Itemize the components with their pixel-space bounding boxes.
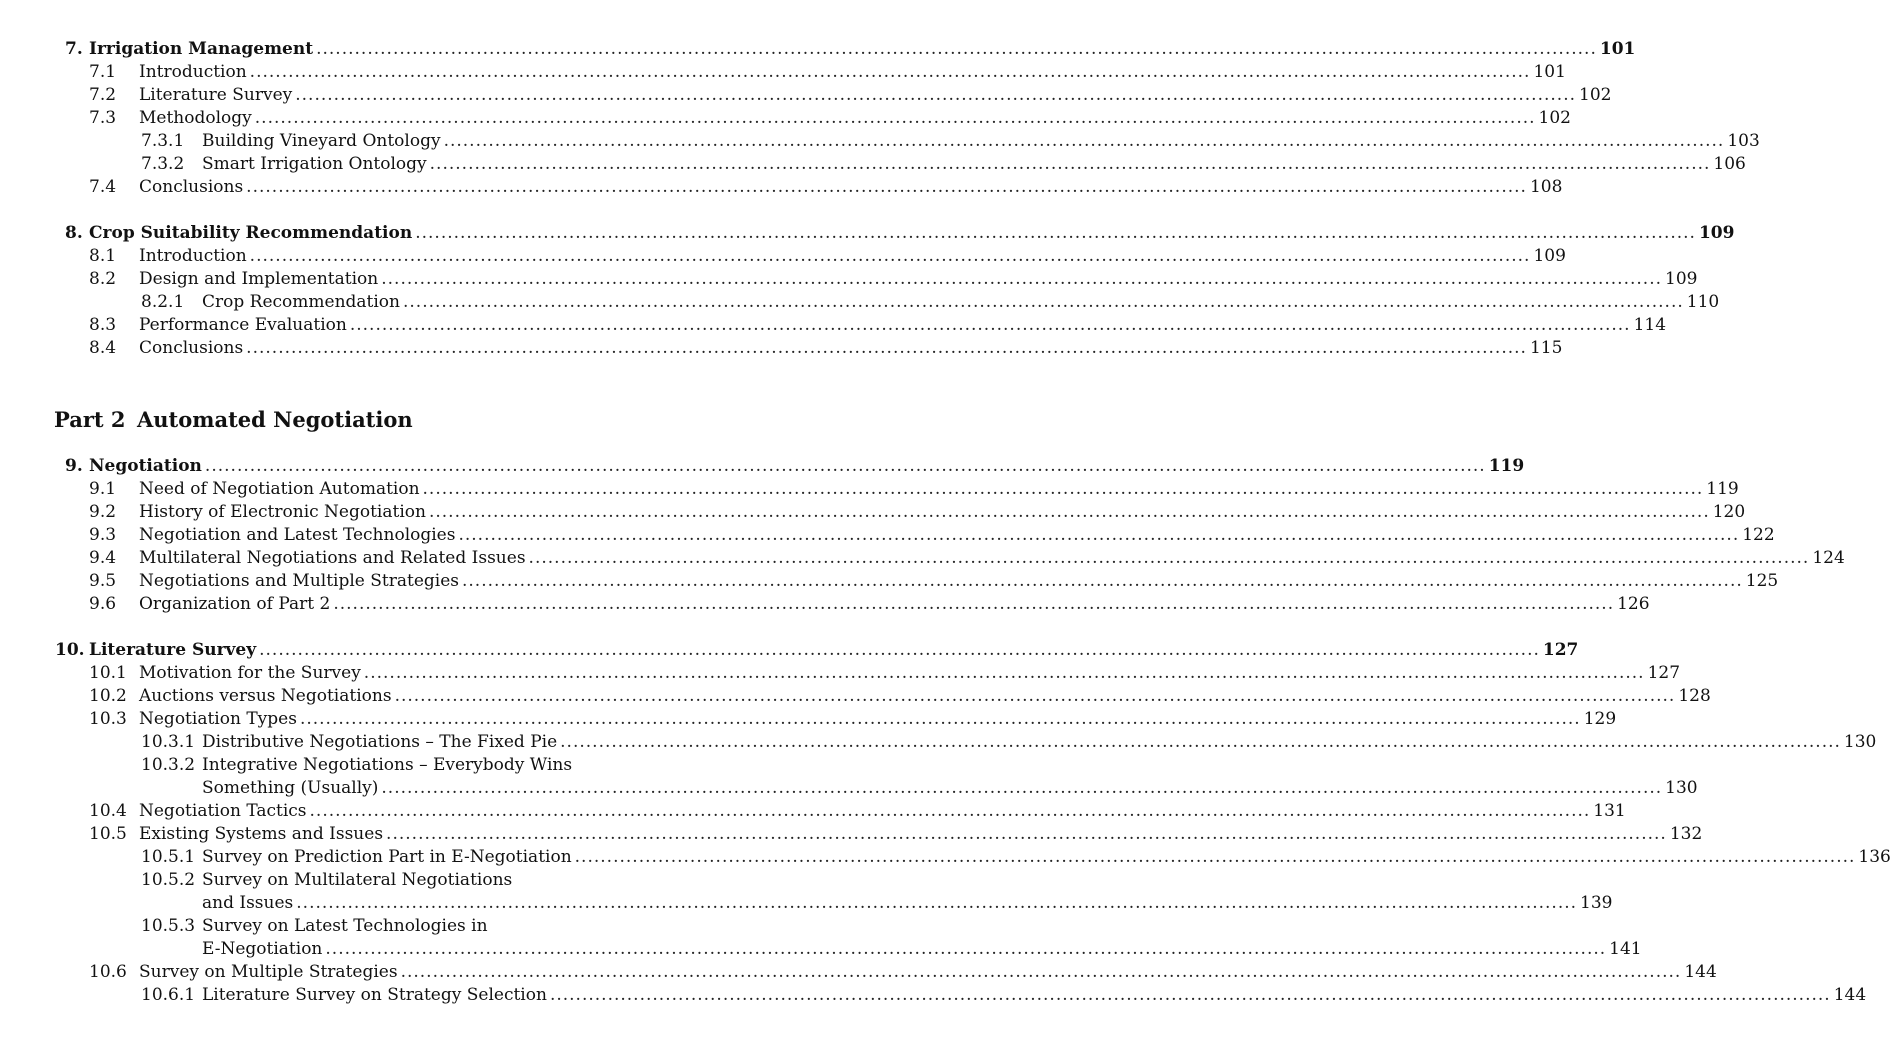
- toc-entry-title: Motivation for the Survey: [139, 663, 361, 683]
- toc-entry-number: 8.4: [89, 338, 117, 358]
- toc-entry-number: 7.3: [89, 108, 117, 128]
- toc-entry-title: Negotiation Tactics: [139, 801, 307, 821]
- toc-entry-number: 7.2: [89, 85, 117, 105]
- toc-entry-title-line: [89, 639, 1579, 662]
- toc-entry-number: 8.1: [89, 246, 117, 266]
- toc-entry-number: 7.3.1: [141, 131, 185, 151]
- dot-leader: ........................................................................................................................................................................................................: [415, 223, 1696, 243]
- toc-entry-title-line: [202, 291, 1720, 314]
- dot-leader: ........................................................................................................................................................................................................: [249, 246, 1531, 266]
- toc-entry-title: E-Negotiation: [202, 939, 323, 959]
- dot-leader: ........................................................................................................................................................................................................: [400, 962, 1682, 982]
- toc-entry-page: 124: [1812, 548, 1845, 568]
- dot-leader: ........................................................................................................................................................................................................: [325, 939, 1607, 959]
- toc-entry: [0, 777, 1698, 800]
- toc-entry: [0, 915, 760, 938]
- toc-entry-title-line: [139, 314, 1667, 337]
- toc-entry-title: Building Vineyard Ontology: [202, 131, 441, 151]
- toc-entry: [0, 823, 1703, 846]
- toc-entry-title-line: [139, 176, 1563, 199]
- toc-entry-title-line: [139, 593, 1650, 616]
- toc-entry-title: Introduction: [139, 246, 247, 266]
- toc-entry: [0, 61, 1566, 84]
- toc-entry-title: Performance Evaluation: [139, 315, 347, 335]
- toc-entry: [0, 754, 760, 777]
- toc-entry-page: 129: [1583, 709, 1617, 729]
- toc-entry-title-line: [139, 501, 1746, 524]
- toc-entry: [0, 84, 1612, 107]
- toc-entry-page: 139: [1580, 893, 1613, 913]
- toc-entry-number: 10.4: [89, 801, 127, 821]
- toc-entry-title-line: [139, 961, 1717, 984]
- toc-entry-number: 9.2: [89, 502, 117, 522]
- toc-entry-title-line: [89, 222, 1735, 245]
- toc-entry-number: 8.2: [89, 269, 117, 289]
- toc-entry-title: Introduction: [139, 62, 247, 82]
- toc-entry-number: 10.3: [89, 709, 127, 729]
- toc-entry-page: 108: [1529, 177, 1563, 197]
- toc-entry: [0, 547, 1845, 570]
- toc-entry: [0, 107, 1571, 130]
- dot-leader: ........................................................................................................................................................................................................: [443, 131, 1725, 151]
- toc-entry-title-line: [202, 731, 1877, 754]
- toc-entry: [0, 337, 1563, 360]
- toc-entry-title-line: [139, 245, 1566, 268]
- dot-leader: ........................................................................................................................................................................................................: [394, 686, 1676, 706]
- toc-entry-page: 127: [1542, 640, 1579, 660]
- dot-leader: ........................................................................................................................................................................................................: [349, 315, 1631, 335]
- toc-entry-page: 109: [1698, 223, 1735, 243]
- toc-entry-number: 10.5.1: [141, 847, 196, 867]
- toc-entry-title-line: [202, 984, 1867, 1007]
- toc-entry-title: Integrative Negotiations – Everybody Wins: [202, 755, 573, 775]
- toc-entry-title: Organization of Part 2: [139, 594, 331, 614]
- toc-entry-page: 102: [1538, 108, 1571, 128]
- toc-entry-page: 125: [1745, 571, 1779, 591]
- toc-entry-title: Survey on Multilateral Negotiations: [202, 870, 513, 890]
- toc-entry-page: 122: [1742, 525, 1775, 545]
- toc-entry-title-line: [202, 915, 697, 938]
- toc-entry: [0, 961, 1717, 984]
- toc-entry-title: Literature Survey on Strategy Selection: [202, 985, 547, 1005]
- toc-entry-number: 7.: [65, 39, 83, 59]
- toc-entry: [0, 314, 1667, 337]
- toc-entry-page: 144: [1833, 985, 1867, 1005]
- toc-entry-number: 8.2.1: [141, 292, 185, 312]
- toc-entry-title-line: [202, 938, 1642, 961]
- toc-entry-title: Something (Usually): [202, 778, 379, 798]
- toc-entry-page: 114: [1633, 315, 1667, 335]
- dot-leader: ........................................................................................................................................................................................................: [246, 338, 1527, 358]
- dot-leader: ........................................................................................................................................................................................................: [204, 456, 1486, 476]
- toc-entry-number: 10.1: [89, 663, 127, 683]
- toc-entry: [0, 892, 1613, 915]
- toc-entry-number: 10.3.2: [141, 755, 196, 775]
- toc-entry: [0, 708, 1617, 731]
- toc-entry-page: 130: [1665, 778, 1698, 798]
- toc-entry: [0, 685, 1711, 708]
- toc-entry: [0, 478, 1739, 501]
- toc-entry-title: Auctions versus Negotiations: [139, 686, 392, 706]
- dot-leader: ........................................................................................................................................................................................................: [429, 154, 1711, 174]
- toc-entry-number: 8.: [65, 223, 83, 243]
- toc-entry-page: 109: [1665, 269, 1698, 289]
- dot-leader: ........................................................................................................................................................................................................: [422, 479, 1704, 499]
- toc-entry-title: Crop Suitability Recommendation: [89, 223, 413, 243]
- toc-entry-page: 119: [1488, 456, 1525, 476]
- toc-entry-page: 119: [1706, 479, 1739, 499]
- toc-entry-number: 9.6: [89, 594, 117, 614]
- toc-entry: [0, 130, 1760, 153]
- toc-entry-title-line: [139, 107, 1571, 130]
- toc-entry: [0, 800, 1626, 823]
- toc-entry-title: Negotiations and Multiple Strategies: [139, 571, 459, 591]
- toc-entry-page: 106: [1713, 154, 1746, 174]
- toc-entry-title: Survey on Prediction Part in E-Negotiation: [202, 847, 572, 867]
- toc-entry: [0, 938, 1642, 961]
- toc-entry: [0, 153, 1746, 176]
- toc-entry: [0, 593, 1650, 616]
- toc-entry-title: Multilateral Negotiations and Related Issues: [139, 548, 526, 568]
- dot-leader: ........................................................................................................................................................................................................: [309, 801, 1591, 821]
- toc-entry-title: Survey on Latest Technologies in: [202, 916, 488, 936]
- toc-entry-title-line: [139, 685, 1711, 708]
- dot-leader: ........................................................................................................................................................................................................: [428, 502, 1710, 522]
- toc-entry: [0, 524, 1775, 547]
- toc-entry: [0, 984, 1867, 1007]
- toc-entry: [0, 176, 1563, 199]
- toc-entry-title: Conclusions: [139, 177, 244, 197]
- toc-entry-page: 132: [1669, 824, 1703, 844]
- toc-entry-title-line: [202, 777, 1698, 800]
- toc-chapter-entry: [0, 455, 1525, 478]
- dot-leader: ........................................................................................................................................................................................................: [528, 548, 1810, 568]
- toc-entry-title-line: [139, 800, 1626, 823]
- dot-leader: ........................................................................................................................................................................................................: [403, 292, 1684, 312]
- toc-entry-title: Distributive Negotiations – The Fixed Pie: [202, 732, 558, 752]
- toc-entry-title: Irrigation Management: [89, 39, 314, 59]
- toc-entry-title-line: [89, 455, 1525, 478]
- toc-entry-title: Conclusions: [139, 338, 244, 358]
- toc-entry-title: Negotiation and Latest Technologies: [139, 525, 456, 545]
- dot-leader: ........................................................................................................................................................................................................: [363, 663, 1645, 683]
- toc-entry: [0, 245, 1566, 268]
- toc-entry-page: 131: [1593, 801, 1626, 821]
- toc-entry-title-line: [139, 570, 1779, 593]
- toc-entry-page: 101: [1599, 39, 1636, 59]
- dot-leader: ........................................................................................................................................................................................................: [386, 824, 1667, 844]
- toc-entry-page: 128: [1678, 686, 1711, 706]
- toc-entry-number: 7.3.2: [141, 154, 185, 174]
- toc-entry-number: 9.1: [89, 479, 117, 499]
- dot-leader: ........................................................................................................................................................................................................: [574, 847, 1856, 867]
- dot-leader: ........................................................................................................................................................................................................: [333, 594, 1615, 614]
- toc-entry-title: Literature Survey: [139, 85, 293, 105]
- dot-leader: ........................................................................................................................................................................................................: [246, 177, 1527, 197]
- toc-entry-page: 101: [1533, 62, 1566, 82]
- toc-entry-title: Negotiation Types: [139, 709, 297, 729]
- toc-entry: [0, 662, 1681, 685]
- toc-entry-title: History of Electronic Negotiation: [139, 502, 426, 522]
- toc-entry-title: Literature Survey: [89, 640, 257, 660]
- toc-entry-title-line: [202, 892, 1613, 915]
- toc-entry-page: 130: [1843, 732, 1877, 752]
- part-heading: [54, 406, 413, 434]
- toc-entry: [0, 570, 1779, 593]
- toc-entry-number: 10.5.3: [141, 916, 196, 936]
- toc-entry-title-line: [202, 153, 1746, 176]
- toc-entry-title-line: [139, 823, 1703, 846]
- toc-entry-number: 9.: [65, 456, 83, 476]
- toc-entry-number: 10.3.1: [141, 732, 196, 752]
- toc-entry-number: 7.4: [89, 177, 117, 197]
- toc-entry-title: Design and Implementation: [139, 269, 379, 289]
- toc-entry-number: 10.5.2: [141, 870, 196, 890]
- toc-chapter-entry: [0, 38, 1636, 61]
- toc-entry-number: 10.5: [89, 824, 127, 844]
- toc-entry-number: 10.6: [89, 962, 127, 982]
- dot-leader: ........................................................................................................................................................................................................: [299, 709, 1581, 729]
- dot-leader: ........................................................................................................................................................................................................: [381, 269, 1662, 289]
- toc-entry: [0, 291, 1720, 314]
- toc-entry-page: 103: [1727, 131, 1760, 151]
- toc-entry-page: 141: [1609, 939, 1642, 959]
- toc-entry-title-line: [202, 846, 1891, 869]
- toc-entry: [0, 731, 1877, 754]
- toc-entry: [0, 268, 1698, 291]
- toc-entry-page: 115: [1529, 338, 1563, 358]
- toc-entry-title: Smart Irrigation Ontology: [202, 154, 427, 174]
- dot-leader: ........................................................................................................................................................................................................: [462, 571, 1743, 591]
- toc-entry-title-line: [139, 524, 1775, 547]
- dot-leader: ........................................................................................................................................................................................................: [254, 108, 1536, 128]
- dot-leader: ........................................................................................................................................................................................................: [296, 893, 1578, 913]
- toc-entry-page: 127: [1647, 663, 1681, 683]
- toc-entry-title-line: [202, 869, 697, 892]
- toc-entry-page: 110: [1686, 292, 1720, 312]
- dot-leader: ........................................................................................................................................................................................................: [560, 732, 1841, 752]
- toc-entry-title-line: [139, 708, 1617, 731]
- toc-entry-title-line: [139, 478, 1739, 501]
- toc-entry-title: Need of Negotiation Automation: [139, 479, 420, 499]
- toc-entry-title-line: [89, 38, 1636, 61]
- toc-entry-number: 9.5: [89, 571, 117, 591]
- dot-leader: ........................................................................................................................................................................................................: [458, 525, 1740, 545]
- toc-entry-title-line: [202, 754, 697, 777]
- dot-leader: ........................................................................................................................................................................................................: [381, 778, 1663, 798]
- toc-entry-number: 8.3: [89, 315, 117, 335]
- toc-entry-page: 102: [1579, 85, 1612, 105]
- toc-entry: [0, 846, 1891, 869]
- dot-leader: ........................................................................................................................................................................................................: [249, 62, 1531, 82]
- toc-entry-title: Methodology: [139, 108, 252, 128]
- toc-entry-number: 9.3: [89, 525, 117, 545]
- toc-entry-number: 10.2: [89, 686, 127, 706]
- toc-entry-title: Crop Recommendation: [202, 292, 400, 312]
- toc-entry-title-line: [139, 61, 1566, 84]
- toc-entry-title-line: [139, 84, 1612, 107]
- toc-entry-title: Survey on Multiple Strategies: [139, 962, 398, 982]
- toc-entry-title-line: [139, 268, 1698, 291]
- toc-entry-page: 109: [1533, 246, 1566, 266]
- part-title: Automated Negotiation: [137, 407, 413, 432]
- toc-entry-page: 120: [1712, 502, 1746, 522]
- toc-entry-title-line: [139, 337, 1563, 360]
- toc-entry: [0, 501, 1746, 524]
- dot-leader: ........................................................................................................................................................................................................: [259, 640, 1540, 660]
- toc-entry-title: Existing Systems and Issues: [139, 824, 384, 844]
- toc-entry-title: Negotiation: [89, 456, 202, 476]
- toc-entry-number: 10.: [55, 640, 85, 660]
- dot-leader: ........................................................................................................................................................................................................: [295, 85, 1577, 105]
- toc-entry-title-line: [202, 130, 1760, 153]
- toc-entry-title-line: [139, 547, 1845, 570]
- toc-entry-title: and Issues: [202, 893, 294, 913]
- toc-entry-page: 144: [1684, 962, 1717, 982]
- toc-entry-page: 126: [1617, 594, 1650, 614]
- part-label: Part 2: [54, 407, 126, 432]
- dot-leader: ........................................................................................................................................................................................................: [549, 985, 1831, 1005]
- toc-entry-title-line: [139, 662, 1681, 685]
- dot-leader: ........................................................................................................................................................................................................: [316, 39, 1597, 59]
- toc-entry-number: 10.6.1: [141, 985, 196, 1005]
- toc-entry: [0, 869, 760, 892]
- toc-chapter-entry: [0, 639, 1579, 662]
- toc-entry-page: 136: [1858, 847, 1891, 867]
- toc-entry-number: 9.4: [89, 548, 117, 568]
- toc-entry-number: 7.1: [89, 62, 117, 82]
- toc-chapter-entry: [0, 222, 1735, 245]
